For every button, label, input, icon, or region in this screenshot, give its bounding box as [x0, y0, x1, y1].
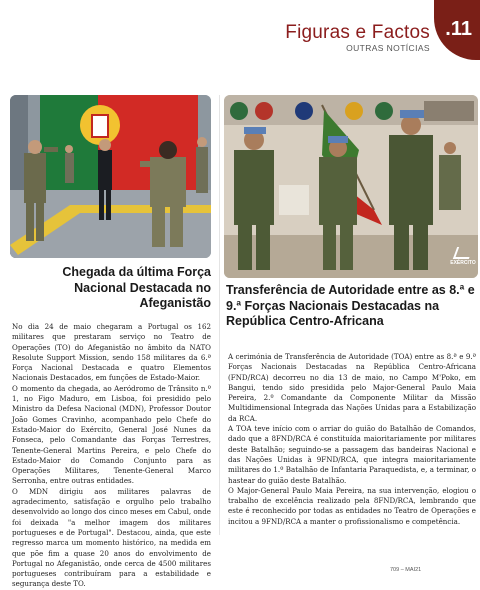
army-logo-icon — [453, 247, 473, 259]
photo-transfer-illustration — [224, 95, 478, 278]
left-paragraph-1: No dia 24 de maio chegaram a Portugal os 162 militares que prestaram serviço no Teatro de Operações (TO) do Afeganistão no âmbito da NATO Resolute Support Mission, sendo 158 militares da 6.ª Força Nacional Destacada e quatro Elementos Nacionais Destacados, em funções de Estado-Maior. — [12, 322, 211, 383]
column-divider — [219, 95, 220, 535]
section-subtitle: OUTRAS NOTÍCIAS — [346, 43, 430, 53]
photo-arrival-ceremony — [10, 95, 211, 258]
right-paragraph-3: O Major-General Paulo Maia Pereira, na sua intervenção, elogiou o trabalho de excelência realizado pela 8FND/RCA, lembrando que este é reconhecido por todas as entidades no Teatro de Operações e incitou a 9FND/RCA a manter o profissionalismo e competência. — [228, 485, 476, 526]
left-paragraph-2: O momento da chegada, ao Aeródromo de Trânsito n.º 1, no Figo Maduro, em Lisboa, foi presidido pelo Ministro da Defesa Nacional (MDN), Professor Doutor João Gomes Cravinho, acompanhado pelo Chefe do Estado-Maior do Exército, General José Nunes da Fonseca, pelo Comandante das Forças Terrestres, Tenente-General Martins Pereira, e pelo Chefe do Estado-Maior do Comando Conjunto para as Operações Militares, Tenente-General Marco Serronha, entre outras entidades. — [12, 383, 211, 486]
section-title: Figuras e Factos — [285, 22, 430, 43]
photo-arrival-illustration — [10, 95, 211, 258]
right-article-title: Transferência de Autoridade entre as 8.ª e 9.ª Forças Nacionais Destacadas na República Centro-Africana — [226, 283, 475, 328]
page-number-tab — [434, 0, 480, 60]
right-paragraph-2: A TOA teve início com o arriar do guião do Batalhão de Comandos, dado que a 8FND/RCA é constituída maioritariamente por militares deste Batalhão; seguindo-se a passagem das bandeiras Nacional e das Nações Unidas à 9FND/RCA, que integra maioritariamente militares do 1.º Batalhão de Infantaria Paraquedista, e, a terminar, o hastear do guião deste Batalhão. — [228, 424, 476, 485]
army-logo — [450, 247, 476, 266]
issue-footer: 709 – MAI21 — [390, 567, 422, 573]
left-paragraph-3: O MDN dirigiu aos militares palavras de agradecimento, satisfação e orgulho pelo trabalho desenvolvido ao longo dos cinco meses em Cabul, onde foi deixada "a melhor imagem dos militares portugueses e de Portugal". Destacou, ainda, que este regresso marca um momento histórico, na medida em que põe fim a quase 20 anos do envolvimento de Portugal no Afeganistão, onde cerca de 4500 militares portugueses contribuíram para a estabilidade e segurança deste TO. — [12, 486, 211, 589]
right-paragraph-1: A cerimónia de Transferência de Autoridade (TOA) entre as 8.ª e 9.ª Forças Nacionais Destacadas na República Centro-Africana (FND/RCA) decorreu no dia 13 de maio, no Campo M'Poko, em Bangui, tendo sido presidida pelo Major-General Paulo Maia Pereira, 2.º Comandante da Componente Militar da Missão Multidimensional Integrada das Nações Unidas para a Estabilização da RCA. — [228, 352, 476, 423]
army-logo-label: EXÉRCITO — [450, 260, 476, 266]
right-article-body — [228, 352, 476, 527]
left-article-body — [12, 322, 211, 590]
left-article-title: Chegada da última Força Nacional Destacada no Afeganistão — [62, 265, 211, 310]
photo-transfer-ceremony — [224, 95, 478, 278]
page-number: .11 — [445, 18, 472, 40]
